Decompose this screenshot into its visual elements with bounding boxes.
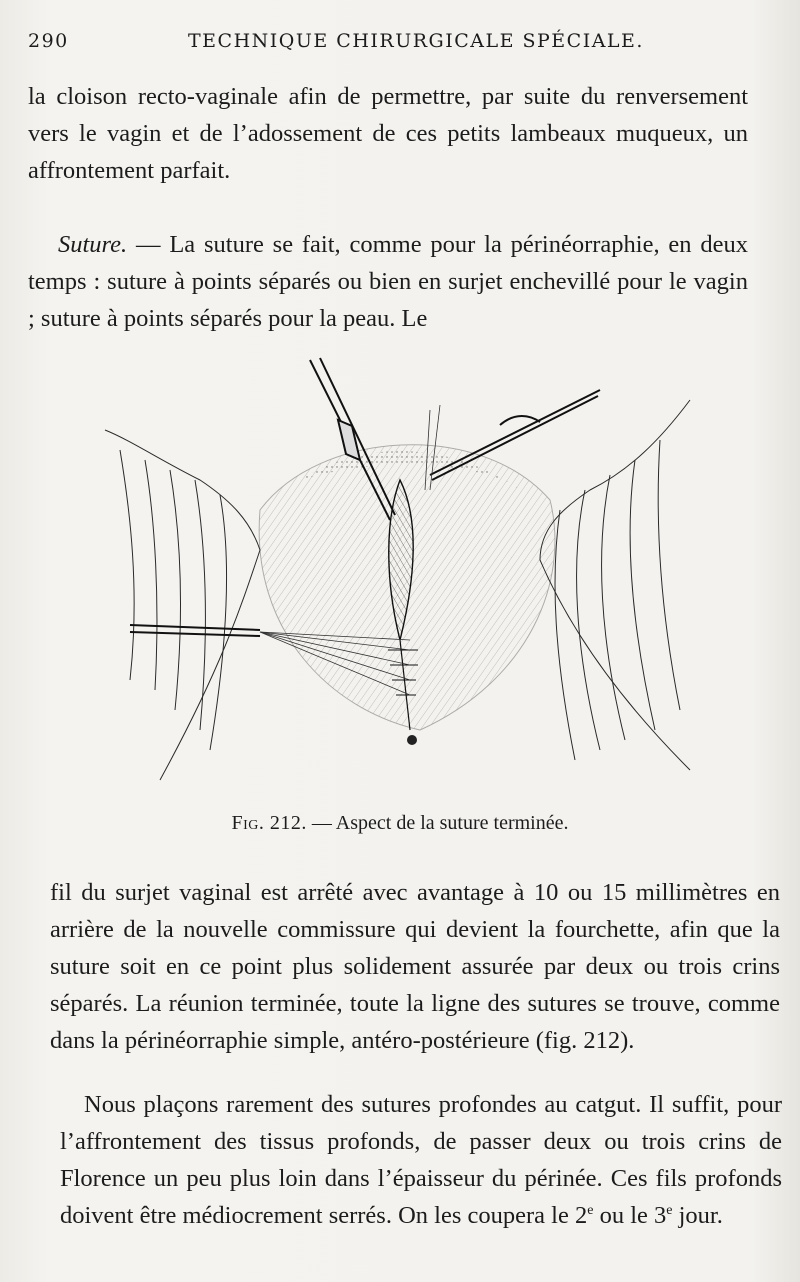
paragraph-2: [28, 226, 748, 337]
paragraph-1: la cloison recto-vaginale afin de permettre, par suite du renversement vers le vagin et de l’adossement de ces petits lambeaux muqueux, un affrontement parfait.: [28, 83, 748, 184]
run-in-heading: Suture.: [58, 231, 128, 258]
paragraph-3: fil du surjet vaginal est arrêté avec avantage à 10 ou 15 millimètres en arrière de la nouvelle commissure qui devient la fourchette, afin que la suture soit en ce point plus solidement assurée par deux ou trois crins séparés. La réunion terminée, toute la ligne des sutures se trouve, comme dans la périnéorraphie simple, antéro-postérieure (fig. 212).: [50, 879, 780, 1054]
drape-right: [540, 400, 690, 770]
figure-caption: [0, 812, 800, 835]
forceps-left: [130, 625, 260, 636]
superscript-e-2: e: [666, 1202, 673, 1218]
page-number: 290: [28, 30, 69, 52]
running-header: [28, 30, 768, 60]
superscript-e-1: e: [587, 1202, 594, 1218]
figure-caption-text: — Aspect de la suture terminée.: [306, 812, 569, 834]
drape-left: [105, 430, 260, 780]
paragraph-4-text: Nous plaçons rarement des sutures profondes au catgut. Il suffit, pour l’affrontement des tissus profonds, de passer deux ou trois crins de Florence un peu plus loin dans l’épaisseur du périnée. Ces fils profonds doivent être médiocrement serrés. On les coupera le 2: [60, 1091, 782, 1229]
paragraph-4-mid: ou le 3: [593, 1202, 667, 1229]
paragraph-4-end: jour.: [672, 1202, 723, 1229]
paragraph-2-text: — La suture se fait, comme pour la périnéorraphie, en deux temps : suture à points séparés ou bien en surjet enchevillé pour le vagin ; suture à points séparés pour la peau. Le: [28, 231, 748, 332]
figure-label: Fig. 212.: [231, 812, 307, 834]
figure-212-illustration: [100, 350, 700, 810]
paragraph-4: [60, 1086, 782, 1234]
running-title: TECHNIQUE CHIRURGICALE SPÉCIALE.: [188, 30, 644, 52]
